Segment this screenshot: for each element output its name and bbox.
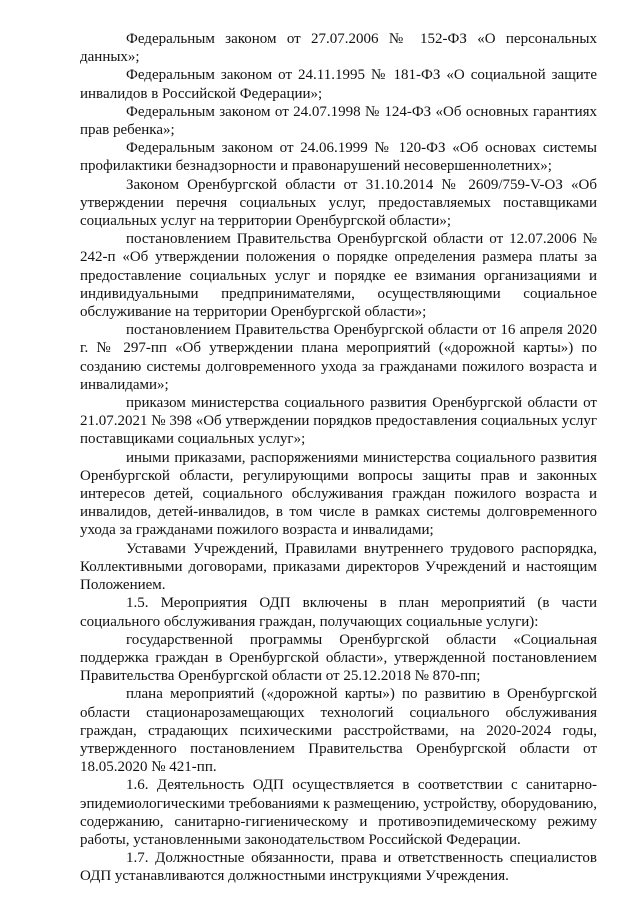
section-1-5-intro: 1.5. Мероприятия ОДП включены в план мероприятий (в части социального обслуживания граждан, получающих социальные услуги):: [80, 595, 597, 630]
other-orders-item: иными приказами, распоряжениями министерства социального развития Оренбургской области, регулирующими вопросы защиты прав и законных интересов детей, социального обслуживания граждан пожилого возраста и инвалидов, детей-инвалидов, в том числе в рамках системы долговременного ухода за гражданами пожилого возраста и инвалидами;: [80, 449, 597, 539]
section-1-7: 1.7. Должностные обязанности, права и ответственность специалистов ОДП устанавливаются должностными инструкциями Учреждения.: [80, 850, 597, 885]
charters-item: Уставами Учреждений, Правилами внутреннего трудового распорядка, Коллективными договорами, приказами директоров Учреждений и настоящим Положением.: [80, 540, 597, 594]
law-item-regional-services-list: Законом Оренбургской области от 31.10.2014 № 2609/759-V-ОЗ «Об утверждении перечня социальных услуг, предоставляемых поставщиками социальных услуг на территории Оренбургской области»;: [80, 176, 597, 230]
law-item-personal-data: Федеральным законом от 27.07.2006 № 152-ФЗ «О персональных данных»;: [80, 31, 597, 66]
section-1-6: 1.6. Деятельность ОДП осуществляется в соответствии с санитарно-эпидемиологическими требованиями к размещению, устройству, оборудованию, содержанию, санитарно-гигиеническому и противоэпидемическому режиму работы, установленными законодательством Российской Федерации.: [80, 777, 597, 848]
document-page: [80, 30, 597, 886]
decree-item-payment-order: постановлением Правительства Оренбургской области от 12.07.2006 № 242-п «Об утверждении положения о порядке определения размера платы за предоставление социальных услуг и порядке ее взимания организациями и индивидуальными предпринимателями, осуществляющими социальное обслуживание на территории Оренбургской области»;: [80, 231, 597, 321]
decree-item-longterm-care-roadmap: постановлением Правительства Оренбургской области от 16 апреля 2020 г. № 297-пп «Об утверждении плана мероприятий («дорожной карты») по созданию системы долговременного ухода за гражданами пожилого возраста и инвалидами»;: [80, 322, 597, 393]
order-item-service-procedures: приказом министерства социального развития Оренбургской области от 21.07.2021 № 398 «Об утверждении порядков предоставления социальных услуг поставщиками социальных услуг»;: [80, 395, 597, 448]
roadmap-plan-item: плана мероприятий («дорожной карты») по развитию в Оренбургской области стационарозамещающих технологий социального обслуживания граждан, страдающих психическими расстройствами, на 2020-2024 годы, утвержденного постановлением Правительства Оренбургской области от 18.05.2020 № 421-пп.: [80, 686, 597, 776]
law-item-prevention-neglect: Федеральным законом от 24.06.1999 № 120-ФЗ «Об основах системы профилактики безнадзорности и правонарушений несовершеннолетних»;: [80, 140, 597, 175]
state-program-item: государственной программы Оренбургской области «Социальная поддержка граждан в Оренбургской области», утвержденной постановлением Правительства Оренбургской области от 25.12.2018 № 870-пп;: [80, 631, 597, 685]
law-item-child-rights: Федеральным законом от 24.07.1998 № 124-ФЗ «Об основных гарантиях прав ребенка»;: [80, 103, 597, 139]
law-item-disabled-protection: Федеральным законом от 24.11.1995 № 181-ФЗ «О социальной защите инвалидов в Российской Федерации»;: [80, 67, 597, 102]
